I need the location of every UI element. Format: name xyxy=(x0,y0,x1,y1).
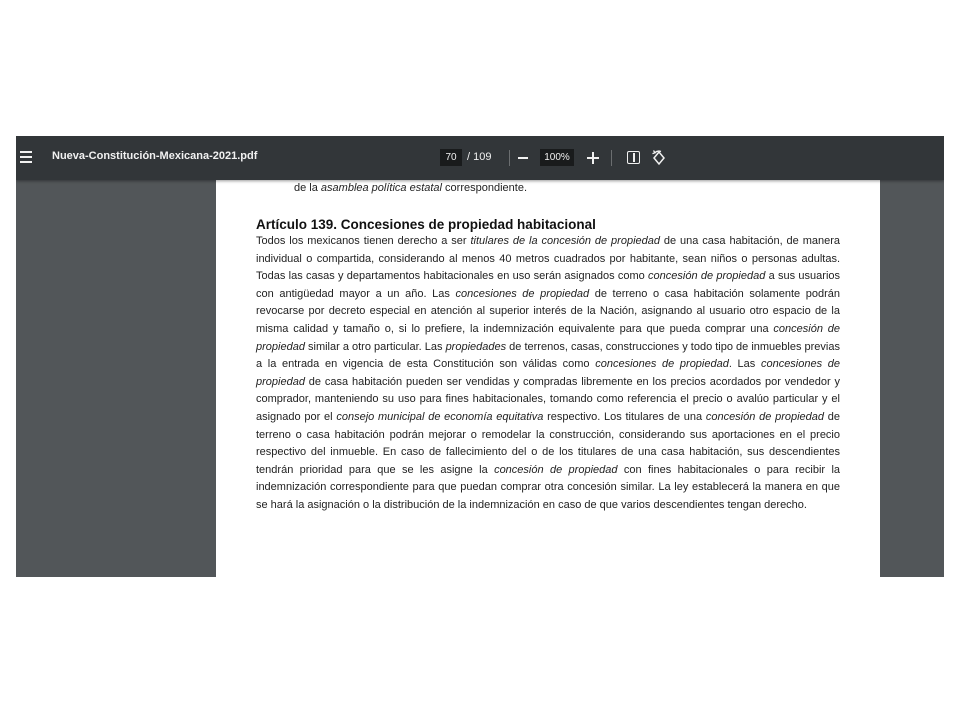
fit-to-page-icon[interactable] xyxy=(627,151,640,164)
pdf-toolbar xyxy=(16,136,944,180)
page-number-input[interactable] xyxy=(440,149,462,166)
rotate-icon[interactable] xyxy=(650,149,668,167)
text-fragment: Todos los mexicanos tienen derecho a ser xyxy=(256,235,471,247)
pdf-viewer xyxy=(16,136,944,577)
text-fragment: con fines habitacionales o para recibir la indemnización correspondiente para que puedan comprar otra concesión similar. La ley establecerá la manera en que se hará la asignación o la distribución de la indemnización en caso de que varios descendientes tengan derecho. xyxy=(256,463,840,511)
text-fragment-italic: concesiones de propiedad xyxy=(256,358,840,388)
hamburger-menu-icon[interactable] xyxy=(20,151,32,163)
text-fragment: similar a otro particular. Las xyxy=(304,340,446,353)
zoom-level-input[interactable]: 100% xyxy=(540,149,574,166)
plus-icon[interactable] xyxy=(587,152,599,164)
text-fragment: correspondiente. xyxy=(442,182,527,194)
text-fragment-italic: consejo municipal de economía equitativa xyxy=(336,410,544,423)
article-body xyxy=(256,233,840,515)
text-fragment: a sus usuarios con antigüedad mayor a un año. Las xyxy=(256,270,841,300)
minus-icon[interactable] xyxy=(518,157,528,159)
previous-paragraph-continuation xyxy=(256,180,840,198)
text-fragment-italic: asamblea política estatal xyxy=(320,182,442,194)
text-fragment: de terreno o casa habitación podrán mejorar o remodelar la construcción, considerando sus aportaciones en el precio respectivo del inmueble. En caso de fallecimiento del o de los titulares de una casa habitación, sus descendientes tendrán prioridad para que se les asigne la xyxy=(256,410,840,476)
text-fragment: de una casa habitación, de manera individual o compartida, considerando al menos 40 metros cuadrados por habitante, sean niños o personas adultas. Todas las casas y departamentos habitacionales en uso serán asignados como xyxy=(256,235,840,283)
toolbar-divider xyxy=(509,150,510,166)
text-fragment-italic: concesiones de propiedad xyxy=(595,358,729,371)
text-fragment-italic: concesiones de propiedad xyxy=(455,287,590,300)
text-fragment-italic: concesión de propiedad xyxy=(705,410,825,423)
pdf-page xyxy=(216,180,880,577)
text-fragment: de terreno o casa habitación solamente podrán revocarse por decreto especial en atención al superior interés de la Nación, asignando al usuario otro espacio de la misma calidad y tamaño o, si lo prefiere, la indemnización equivalente para que pueda comprar una xyxy=(256,287,840,335)
document-title: Nueva-Constitución-Mexicana-2021.pdf xyxy=(52,150,258,162)
text-fragment: respectivo. Los titulares de una xyxy=(543,410,706,423)
article-title: Artículo 139. Concesiones de propiedad habitacional xyxy=(256,217,596,232)
text-fragment: de la xyxy=(294,182,321,194)
text-fragment: de terrenos, casas, construcciones y todo tipo de inmuebles previas a la entrada en vigencia de esta Constitución son válidas como xyxy=(256,340,840,371)
text-fragment-italic: propiedades xyxy=(445,340,507,353)
text-fragment-italic: titulares de la concesión de propiedad xyxy=(470,235,660,247)
page-total: / 109 xyxy=(467,151,492,163)
toolbar-divider xyxy=(611,150,612,166)
text-fragment-italic: concesión de propiedad xyxy=(648,270,766,283)
text-fragment-italic: concesión de propiedad xyxy=(494,463,618,476)
text-fragment: . Las xyxy=(728,358,761,371)
text-fragment-italic: concesión de propiedad xyxy=(256,322,840,353)
text-fragment: de casa habitación pueden ser vendidas y compradas libremente en los precios acordados por vendedor y comprador, manteniendo su uso para fines habitacionales, tomando como referencia el precio o avalúo particular y el asignado por el xyxy=(256,375,840,423)
